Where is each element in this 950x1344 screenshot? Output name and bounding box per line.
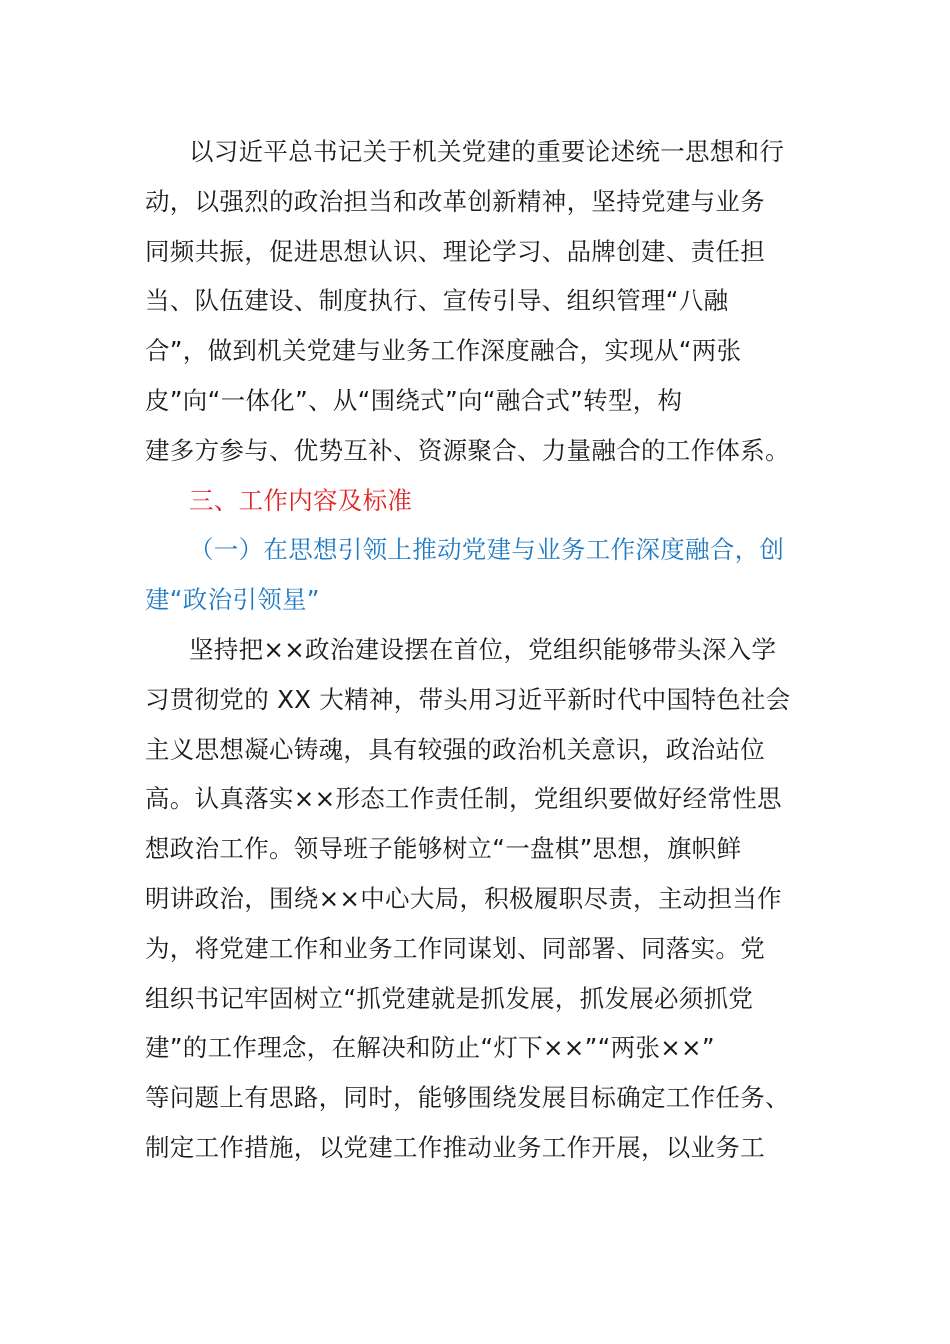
text-line: 建多方参与、优势互补、资源聚合、力量融合的工作体系。: [145, 435, 790, 465]
text-line: 等问题上有思路，同时，能够围绕发展目标确定工作任务、: [145, 1083, 790, 1113]
text-line: 动，以强烈的政治担当和改革创新精神，坚持党建与业务: [145, 186, 765, 216]
text-line: 以习近平总书记关于机关党建的重要论述统一思想和行: [189, 137, 785, 166]
text-line: 组织书记牢固树立“抓党建就是抓发展，抓发展必须抓党: [145, 983, 754, 1013]
section-heading: 三、工作内容及标准: [189, 485, 413, 515]
text-line: 同频共振，促进思想认识、理论学习、品牌创建、责任担: [145, 236, 765, 266]
paragraph-intro: [145, 127, 805, 476]
text-line: 主义思想凝心铸魂，具有较强的政治机关意识，政治站位: [145, 734, 765, 764]
subsection-heading-line: （一）在思想引领上推动党建与业务工作深度融合，创: [189, 535, 785, 565]
text-line: 习贯彻党的 XX 大精神，带头用习近平新时代中国特色社会: [145, 684, 791, 714]
text-line: 建”的工作理念，在解决和防止“灯下××”“两张××”: [145, 1033, 715, 1063]
text-line: 皮”向“一体化”、从“围绕式”向“融合式”转型，构: [145, 385, 683, 415]
text-line: 为，将党建工作和业务工作同谋划、同部署、同落实。党: [145, 933, 765, 963]
text-line: 明讲政治，围绕××中心大局，积极履职尽责，主动担当作: [145, 883, 782, 913]
paragraph-content: [145, 625, 805, 1173]
subsection-heading-line: 建“政治引领星”: [145, 585, 320, 615]
text-line: 制定工作措施，以党建工作推动业务工作开展，以业务工: [145, 1132, 765, 1162]
text-line: 当、队伍建设、制度执行、宣传引导、组织管理“八融: [145, 286, 729, 316]
text-line: 合”，做到机关党建与业务工作深度融合，实现从“两张: [145, 336, 742, 366]
text-line: 高。认真落实××形态工作责任制，党组织要做好经常性思: [145, 784, 782, 814]
text-line: 想政治工作。领导班子能够树立“一盘棋”思想，旗帜鲜: [145, 834, 742, 864]
text-line: 坚持把××政治建设摆在首位，党组织能够带头深入学: [189, 634, 777, 664]
subsection-heading: [145, 525, 805, 625]
document-body: [145, 127, 805, 1173]
